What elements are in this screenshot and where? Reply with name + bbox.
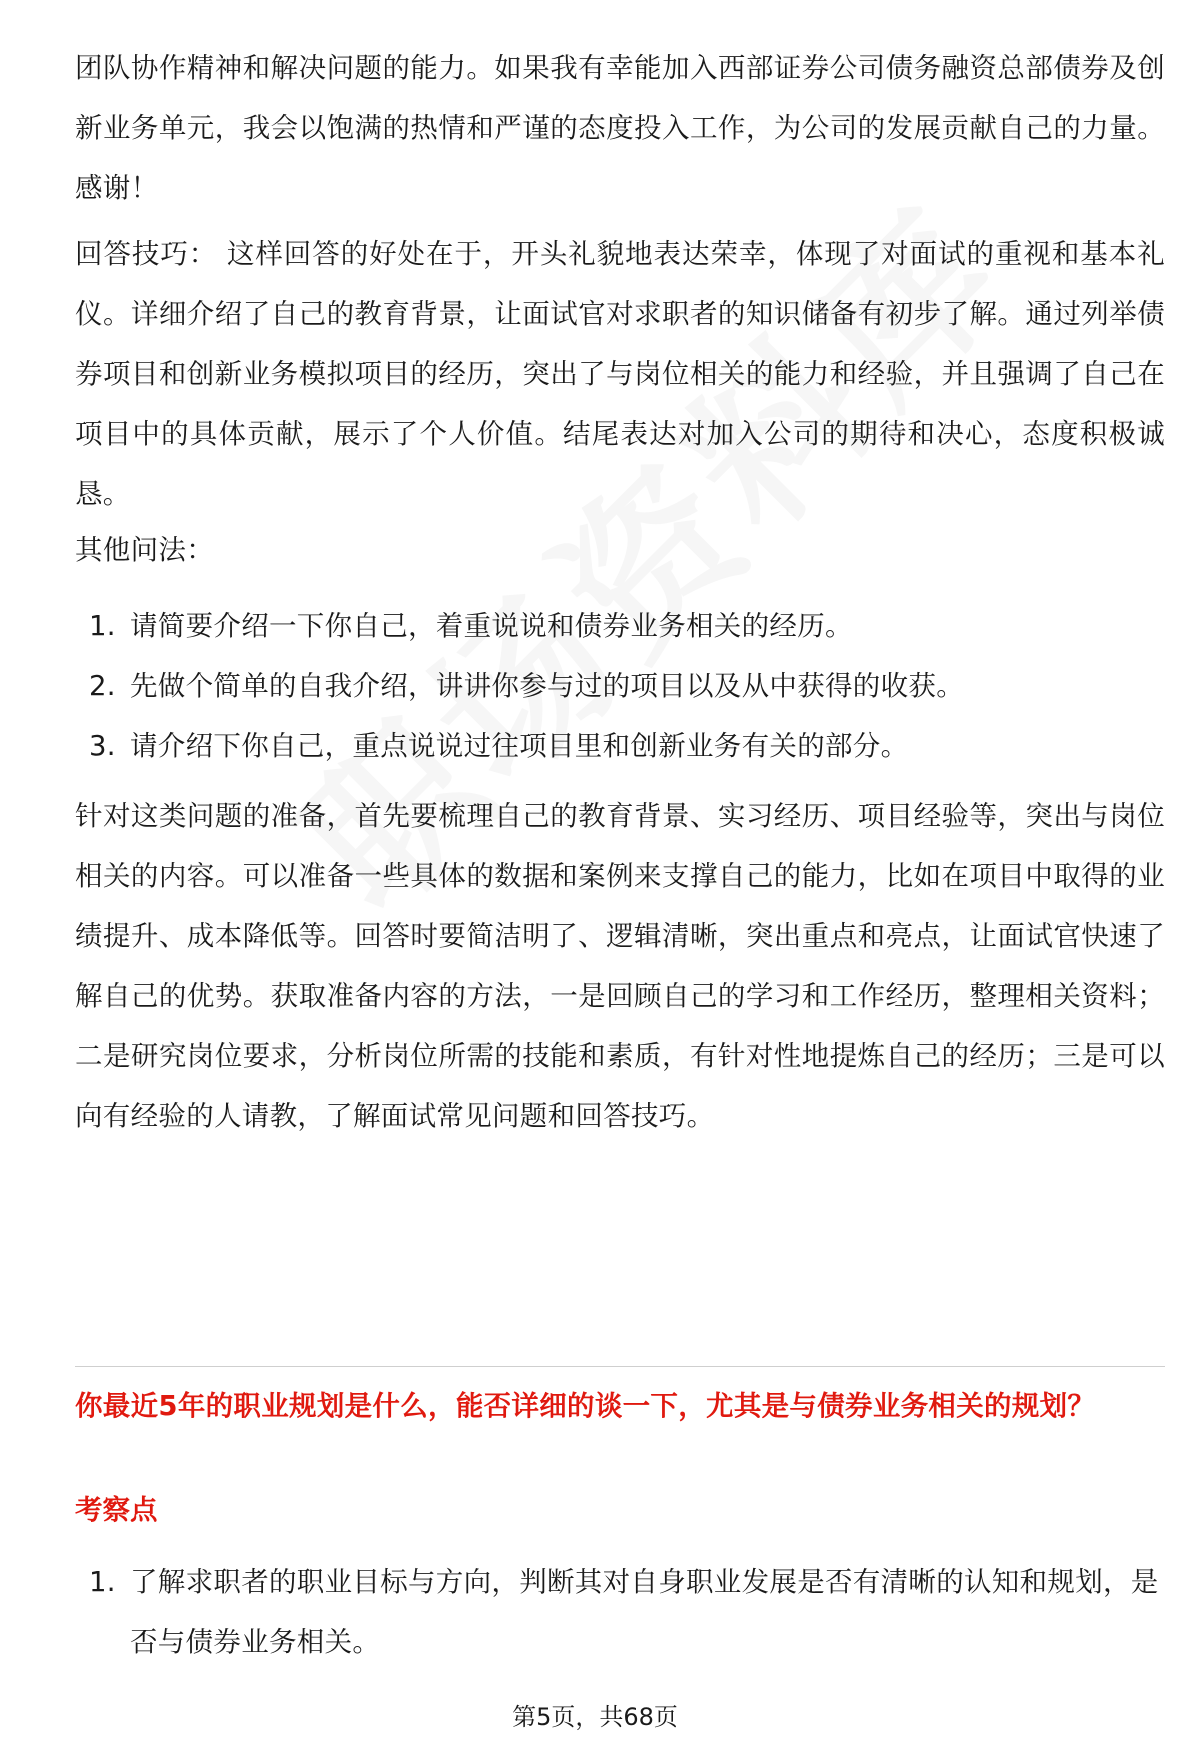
section-divider	[75, 1366, 1165, 1367]
list-item-text: 请介绍下你自己，重点说说过往项目里和创新业务有关的部分。	[130, 730, 909, 762]
list-item-text: 请简要介绍一下你自己，着重说说和债券业务相关的经历。	[130, 610, 853, 642]
assessment-points-label: 考察点	[75, 1494, 158, 1526]
list-item	[75, 656, 1165, 716]
answer-tips-paragraph: 回答技巧： 这样回答的好处在于，开头礼貌地表达荣幸，体现了对面试的重视和基本礼仪。详细介绍了自己的教育背景，让面试官对求职者的知识储备有初步了解。通过列举债券项目和创新业务模拟项目的经历，突出了与岗位相关的能力和经验，并且强调了自己在项目中的具体贡献，展示了个人价值。结尾表达对加入公司的期待和决心，态度积极诚恳。	[75, 238, 1165, 510]
page-number-footer: 第5页，共68页	[512, 1703, 678, 1731]
other-questions-label: 其他问法：	[75, 534, 214, 566]
list-item	[75, 596, 1165, 656]
list-item	[75, 1552, 1165, 1672]
list-item-number: 1.	[89, 610, 116, 642]
list-item-text: 先做个简单的自我介绍，讲讲你参与过的项目以及从中获得的收获。	[130, 670, 964, 702]
list-item-text: 了解求职者的职业目标与方向，判断其对自身职业发展是否有清晰的认知和规划，是否与债券业务相关。	[130, 1566, 1159, 1658]
preparation-paragraph: 针对这类问题的准备，首先要梳理自己的教育背景、实习经历、项目经验等，突出与岗位相关的内容。可以准备一些具体的数据和案例来支撑自己的能力，比如在项目中取得的业绩提升、成本降低等。回答时要简洁明了、逻辑清晰，突出重点和亮点，让面试官快速了解自己的优势。获取准备内容的方法，一是回顾自己的学习和工作经历，整理相关资料；二是研究岗位要求，分析岗位所需的技能和素质，有针对性地提炼自己的经历；三是可以向有经验的人请教，了解面试常见问题和回答技巧。	[75, 800, 1165, 1132]
list-item-number: 1.	[89, 1566, 116, 1598]
assessment-points-list	[75, 1552, 1165, 1672]
list-item	[75, 716, 1165, 776]
list-item-number: 2.	[89, 670, 116, 702]
intro-closing-paragraph: 团队协作精神和解决问题的能力。如果我有幸能加入西部证券公司债务融资总部债券及创新业务单元，我会以饱满的热情和严谨的态度投入工作，为公司的发展贡献自己的力量。感谢！	[75, 52, 1165, 204]
other-questions-list	[75, 596, 1165, 776]
list-item-number: 3.	[89, 730, 116, 762]
question-title: 你最近5年的职业规划是什么，能否详细的谈一下，尤其是与债券业务相关的规划？	[75, 1390, 1096, 1422]
